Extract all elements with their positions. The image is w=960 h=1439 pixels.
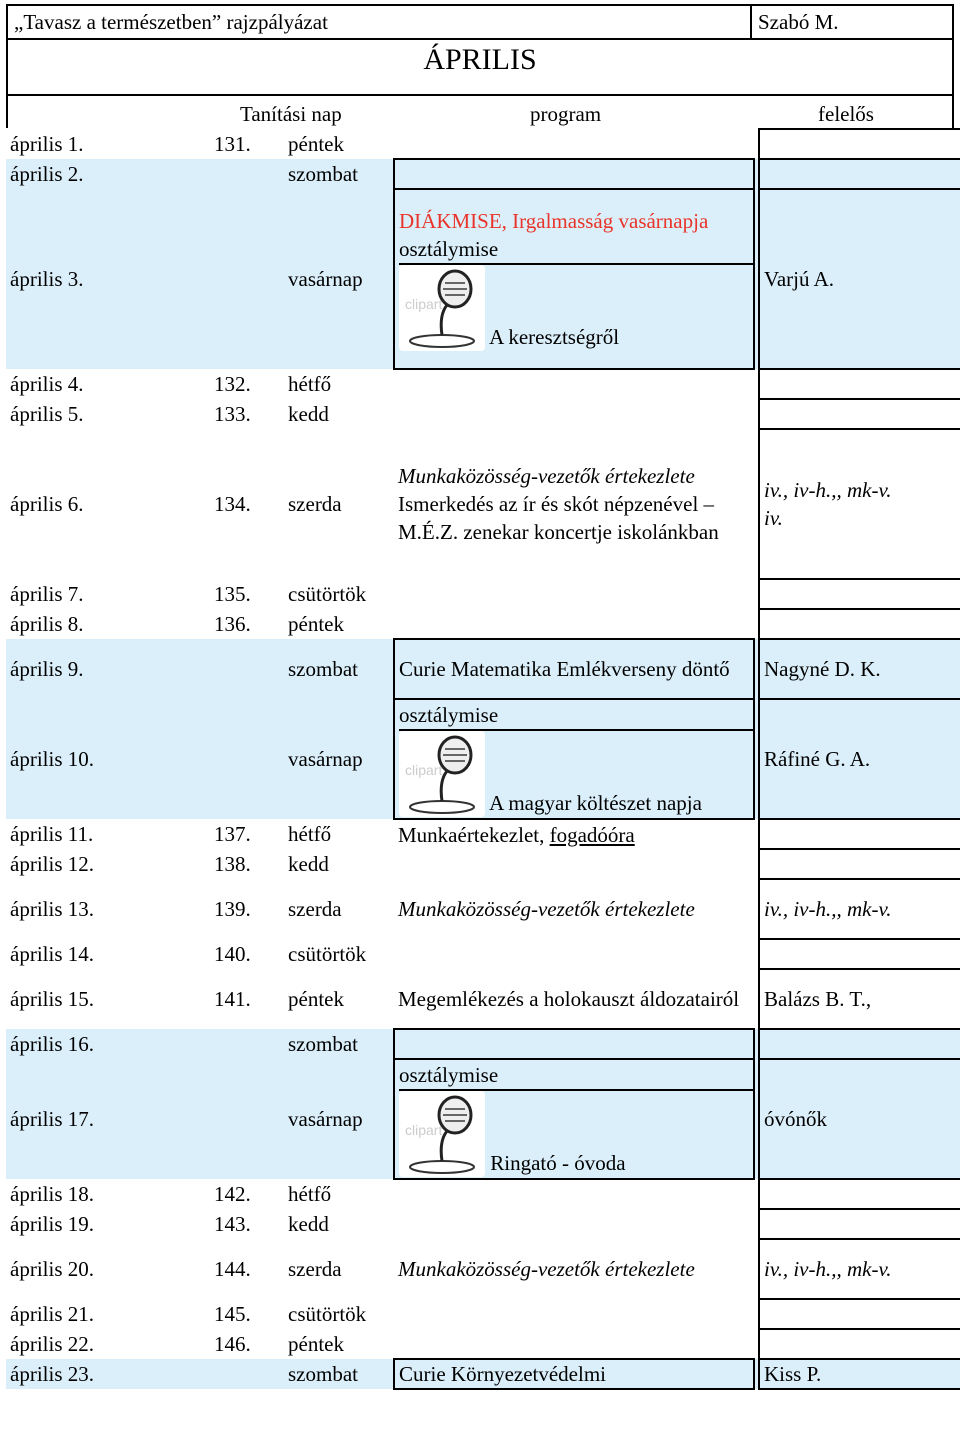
program-cell — [394, 1299, 754, 1329]
school-day-number-cell: 137. — [214, 822, 251, 846]
weekday-cell: kedd — [288, 402, 329, 426]
weekday-cell: péntek — [288, 1332, 344, 1356]
school-day-number-cell — [210, 189, 284, 369]
date-cell: április 8. — [10, 612, 84, 636]
table-row — [6, 939, 960, 969]
responsible-cell — [759, 1359, 960, 1389]
school-day-number-cell — [210, 1359, 284, 1389]
responsible-name-extra: iv. — [764, 506, 783, 530]
date-cell: április 11. — [10, 822, 94, 846]
program-text: Curie Matematika Emlékverseny döntő — [399, 657, 730, 681]
program-cell — [394, 1239, 754, 1299]
schedule-page — [6, 4, 954, 1390]
date-cell: április 17. — [6, 1059, 210, 1179]
program-cell — [394, 879, 754, 939]
weekday-cell: kedd — [288, 1212, 329, 1236]
document-header — [6, 4, 954, 94]
svg-text:clipart: clipart — [405, 762, 443, 778]
table-row — [6, 879, 960, 939]
schedule-table — [6, 128, 960, 1390]
program-subtitle: Ringató - óvoda — [485, 1151, 626, 1175]
table-row — [6, 399, 960, 429]
school-day-number-cell: 135. — [214, 582, 251, 606]
table-row — [6, 1179, 960, 1209]
weekday-cell: péntek — [288, 987, 344, 1011]
school-day-number-cell: 143. — [214, 1212, 251, 1236]
responsible-cell — [759, 939, 960, 969]
school-day-number-cell — [210, 699, 284, 819]
responsible-name: iv., iv-h.,, mk-v. — [764, 1257, 892, 1281]
weekday-cell: szerda — [288, 897, 342, 921]
table-row — [6, 1329, 960, 1359]
responsible-cell — [759, 699, 960, 819]
program-italic-text: Munkaközösség-vezetők értekezlete — [398, 464, 695, 488]
date-cell: április 4. — [10, 372, 84, 396]
table-row — [6, 1059, 960, 1179]
responsible-cell — [759, 639, 960, 699]
table-row — [6, 969, 960, 1029]
program-italic-text: Munkaközösség-vezetők értekezlete — [398, 897, 695, 921]
responsible-cell — [759, 819, 960, 849]
date-cell: április 10. — [6, 699, 210, 819]
responsible-cell — [759, 429, 960, 579]
responsible-name: Nagyné D. K. — [764, 657, 881, 681]
responsible-cell — [759, 1059, 960, 1179]
table-row — [6, 819, 960, 849]
weekday-cell: szombat — [284, 639, 394, 699]
program-text: Ismerkedés az ír és skót népzenével – M.É.Z. zenekar koncertje iskolánkban — [398, 492, 719, 544]
responsible-name: Balázs B. T., — [764, 987, 872, 1011]
program-text: Munkaértekezlet, — [398, 822, 550, 847]
date-cell: április 14. — [10, 942, 94, 966]
school-day-number-cell — [210, 159, 284, 189]
program-cell — [394, 849, 754, 879]
table-row — [6, 129, 960, 159]
program-cell — [394, 609, 754, 639]
weekday-cell: csütörtök — [288, 1302, 367, 1326]
weekday-cell: péntek — [288, 132, 344, 156]
weekday-cell: péntek — [288, 612, 344, 636]
weekday-cell: hétfő — [288, 1182, 332, 1206]
school-day-number-cell — [210, 1059, 284, 1179]
date-cell: április 12. — [10, 852, 94, 876]
weekday-cell: hétfő — [288, 822, 332, 846]
responsible-name: Varjú A. — [764, 267, 834, 291]
table-row — [6, 189, 960, 369]
date-cell: április 3. — [6, 189, 210, 369]
date-cell: április 22. — [10, 1332, 94, 1356]
program-cell — [394, 1209, 754, 1239]
program-cell — [394, 159, 754, 189]
month-title: ÁPRILIS — [423, 43, 537, 76]
date-cell: április 18. — [10, 1182, 94, 1206]
program-cell — [394, 429, 754, 579]
school-day-number-cell: 132. — [214, 372, 251, 396]
responsible-cell — [759, 1239, 960, 1299]
school-day-number-cell: 133. — [214, 402, 251, 426]
date-cell: április 2. — [6, 159, 210, 189]
date-cell: április 5. — [10, 402, 84, 426]
responsible-name: iv., iv-h.,, mk-v. — [764, 478, 892, 502]
weekday-cell: csütörtök — [288, 942, 367, 966]
weekday-cell: szombat — [284, 159, 394, 189]
svg-text:clipart: clipart — [405, 1122, 443, 1138]
responsible-cell — [759, 1299, 960, 1329]
school-day-number-cell: 142. — [214, 1182, 251, 1206]
school-day-number-cell: 146. — [214, 1332, 251, 1356]
school-day-number-cell: 138. — [214, 852, 251, 876]
responsible-cell — [759, 1179, 960, 1209]
school-day-number-cell — [210, 639, 284, 699]
table-row — [6, 159, 960, 189]
program-mass-label: osztálymise — [399, 235, 753, 265]
responsible-cell — [759, 579, 960, 609]
school-day-number-cell: 144. — [214, 1257, 251, 1281]
school-day-number-cell: 139. — [214, 897, 251, 921]
responsible-cell — [759, 159, 960, 189]
program-cell — [394, 129, 754, 159]
table-row — [6, 699, 960, 819]
program-cell — [394, 699, 754, 819]
weekday-cell: vasárnap — [284, 1059, 394, 1179]
date-cell: április 9. — [6, 639, 210, 699]
svg-text:clipart: clipart — [405, 296, 443, 312]
school-day-number-cell: 136. — [214, 612, 251, 636]
responsible-cell — [759, 369, 960, 399]
table-row — [6, 639, 960, 699]
program-cell — [394, 1359, 754, 1389]
responsible-cell — [759, 1029, 960, 1059]
school-day-number-cell — [210, 1029, 284, 1059]
responsible-name: óvónők — [764, 1107, 827, 1131]
program-text: Curie Környezetvédelmi — [399, 1362, 607, 1386]
microphone-icon — [399, 265, 485, 351]
program-cell — [394, 819, 754, 849]
table-row — [6, 429, 960, 579]
date-cell: április 15. — [10, 987, 94, 1011]
date-cell: április 20. — [10, 1257, 94, 1281]
program-cell — [394, 189, 754, 369]
column-header-row — [6, 94, 954, 128]
date-cell: április 19. — [10, 1212, 94, 1236]
program-underlined-text: fogadóóra — [549, 822, 635, 847]
program-cell — [394, 1329, 754, 1359]
author-name: Szabó M. — [752, 6, 954, 40]
program-subtitle: A keresztségről — [485, 325, 620, 349]
weekday-cell: vasárnap — [284, 189, 394, 369]
responsible-cell — [759, 1329, 960, 1359]
table-row — [6, 369, 960, 399]
school-day-number-cell: 134. — [214, 492, 251, 516]
program-mass-label: osztálymise — [399, 1061, 753, 1091]
weekday-cell: szerda — [288, 1257, 342, 1281]
responsible-name: Ráfiné G. A. — [764, 747, 871, 771]
date-cell: április 6. — [10, 492, 84, 516]
column-header-program: program — [530, 102, 602, 126]
program-cell — [394, 369, 754, 399]
column-header-school-day: Tanítási nap — [240, 102, 342, 126]
responsible-cell — [759, 609, 960, 639]
school-day-number-cell: 145. — [214, 1302, 251, 1326]
weekday-cell: szombat — [284, 1029, 394, 1059]
responsible-name: iv., iv-h.,, mk-v. — [764, 897, 892, 921]
date-cell: április 7. — [10, 582, 84, 606]
program-highlight: DIÁKMISE, Irgalmasság vasárnapja — [399, 209, 709, 233]
table-row — [6, 609, 960, 639]
responsible-cell — [759, 399, 960, 429]
table-row — [6, 579, 960, 609]
school-day-number-cell: 131. — [214, 132, 251, 156]
responsible-cell — [759, 879, 960, 939]
microphone-icon — [399, 1091, 485, 1177]
table-row — [6, 1299, 960, 1329]
program-cell — [394, 939, 754, 969]
table-row — [6, 849, 960, 879]
table-row — [6, 1029, 960, 1059]
weekday-cell: szerda — [288, 492, 342, 516]
weekday-cell: szombat — [284, 1359, 394, 1389]
date-cell: április 23. — [6, 1359, 210, 1389]
program-cell — [394, 969, 754, 1029]
contest-title: „Tavasz a természetben” rajzpályázat — [8, 6, 752, 40]
program-mass-label: osztálymise — [399, 701, 753, 731]
responsible-cell — [759, 129, 960, 159]
date-cell: április 1. — [10, 132, 84, 156]
program-cell — [394, 1179, 754, 1209]
program-cell — [394, 579, 754, 609]
school-day-number-cell: 141. — [214, 987, 251, 1011]
program-cell — [394, 399, 754, 429]
weekday-cell: vasárnap — [284, 699, 394, 819]
date-cell: április 16. — [6, 1029, 210, 1059]
program-text: Megemlékezés a holokauszt áldozatairól — [398, 986, 740, 1011]
column-header-responsible: felelős — [818, 102, 874, 126]
weekday-cell: csütörtök — [288, 582, 367, 606]
table-row — [6, 1209, 960, 1239]
program-cell — [394, 639, 754, 699]
program-cell — [394, 1029, 754, 1059]
weekday-cell: kedd — [288, 852, 329, 876]
date-cell: április 21. — [10, 1302, 94, 1326]
responsible-cell — [759, 189, 960, 369]
responsible-name: Kiss P. — [764, 1362, 822, 1386]
responsible-cell — [759, 1209, 960, 1239]
program-cell — [394, 1059, 754, 1179]
weekday-cell: hétfő — [288, 372, 332, 396]
program-subtitle: A magyar költészet napja — [485, 791, 702, 815]
table-row — [6, 1359, 960, 1389]
responsible-cell — [759, 969, 960, 1029]
microphone-icon — [399, 731, 485, 817]
table-row — [6, 1239, 960, 1299]
date-cell: április 13. — [10, 897, 94, 921]
school-day-number-cell: 140. — [214, 942, 251, 966]
program-italic-text: Munkaközösség-vezetők értekezlete — [398, 1257, 695, 1281]
responsible-cell — [759, 849, 960, 879]
